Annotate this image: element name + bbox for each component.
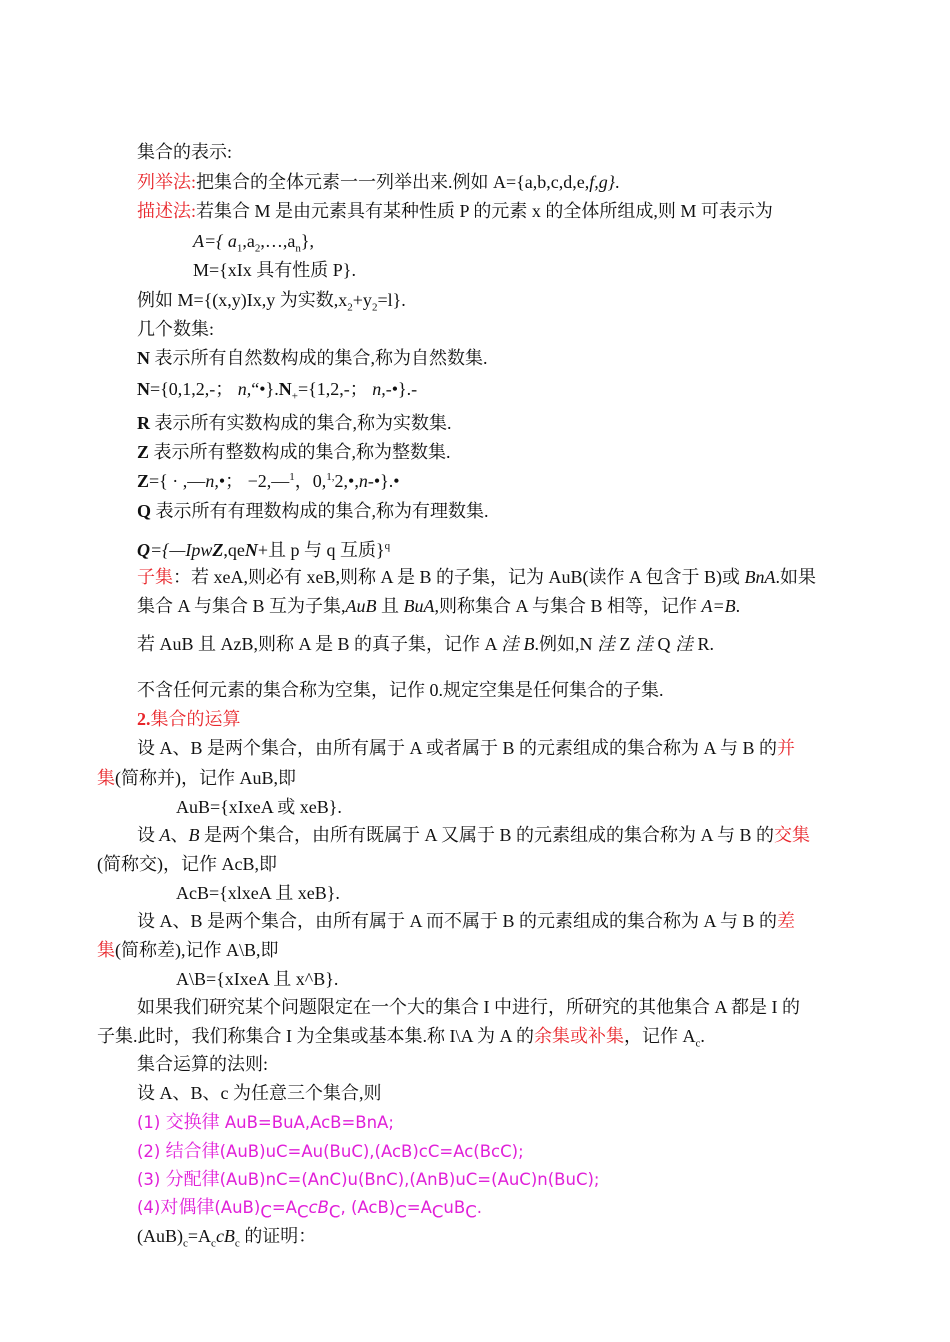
- line-l14: [137, 539, 390, 561]
- text-segment: 2: [347, 301, 353, 314]
- line-l13: [137, 500, 489, 522]
- text-segment: 表示所有实数构成的集合,称为实数集.: [150, 413, 452, 433]
- text-segment: N: [137, 379, 150, 399]
- text-segment: A\B={xIxeA 且 x^B}.: [176, 969, 339, 989]
- text-segment: 例如 M={(x,y)Ix,y 为实数,x: [137, 290, 348, 310]
- text-segment: n,: [205, 471, 219, 491]
- line-l31: [137, 1053, 268, 1075]
- line-l22: [176, 796, 342, 818]
- text-segment: (4): [137, 1198, 161, 1217]
- text-segment: 集: [97, 940, 115, 960]
- text-segment: 子集: [137, 567, 173, 587]
- line-l34: [137, 1140, 524, 1163]
- text-segment: 几个数集:: [137, 319, 215, 339]
- line-l28: [176, 968, 338, 990]
- text-segment: 分配律: [165, 1169, 220, 1189]
- line-l20: [137, 737, 795, 759]
- line-l17: [137, 633, 714, 655]
- text-segment: n: [295, 242, 301, 255]
- text-segment: 表示所有整数构成的集合,称为整数集.: [149, 442, 451, 462]
- text-segment: (1): [137, 1113, 166, 1132]
- text-segment: 洼: [635, 634, 654, 654]
- text-segment: 集合的表示:: [137, 142, 233, 162]
- line-l24: [97, 853, 277, 875]
- text-segment: 设: [137, 825, 160, 845]
- text-segment: c: [183, 1237, 188, 1250]
- text-segment: C: [431, 1202, 444, 1222]
- text-segment: 集合的运算: [150, 709, 241, 729]
- text-segment: +且 p 与 q 互质}: [257, 540, 385, 560]
- line-l8: [137, 347, 488, 369]
- text-segment: 描述法:: [137, 201, 197, 221]
- text-segment: cB: [215, 1226, 235, 1246]
- text-segment: -•}.•: [367, 471, 400, 491]
- text-segment: ：若 xeA,则必有 xeB,则称 A 是 B 的子集，记为 AuB(读作 A 包含于 B)或: [173, 567, 745, 587]
- line-l18: [137, 679, 664, 701]
- line-l9: [137, 378, 418, 403]
- text-segment: Z: [137, 442, 150, 462]
- text-segment: 如果我们研究某个问题限定在一个大的集合 I 中进行，所研究的其他集合 A 都是 I 的: [137, 997, 800, 1017]
- text-segment: C: [395, 1202, 407, 1222]
- text-segment: 、: [170, 825, 189, 845]
- text-segment: R.: [693, 634, 715, 654]
- text-segment: •； −2,—: [218, 471, 290, 491]
- text-segment: (2): [137, 1142, 166, 1161]
- text-segment: 集合运算的法则:: [137, 1054, 269, 1074]
- text-segment: ={—Ip: [150, 540, 201, 560]
- text-segment: N: [278, 379, 292, 399]
- text-segment: +: [291, 390, 298, 403]
- text-segment: 交换律: [165, 1112, 220, 1132]
- text-segment: Z: [212, 540, 224, 560]
- line-l23: [137, 824, 810, 846]
- text-segment: (AuB)uC=Au(BuC),(AcB)cC=Ac(BcC);: [219, 1142, 524, 1161]
- text-segment: 洼: [597, 634, 616, 654]
- text-segment: 表示所有有理数构成的集合,称为有理数集.: [151, 501, 489, 521]
- text-segment: C: [296, 1202, 309, 1222]
- line-l6: [137, 289, 406, 314]
- text-segment: M={xIx 具有性质 P}.: [193, 260, 356, 280]
- text-segment: n: [358, 471, 368, 491]
- text-segment: AuB=BuA,AcB=BnA;: [219, 1113, 394, 1132]
- text-segment: 的证明：: [239, 1226, 317, 1246]
- text-segment: 对偶律: [160, 1197, 215, 1217]
- text-segment: 并: [777, 738, 796, 758]
- text-segment: 子集.此时，我们称集合 I 为全集或基本集.称 I\A 为 A 的: [97, 1026, 534, 1046]
- text-segment: ，记作 A: [624, 1026, 696, 1046]
- text-segment: ,则称集合 A 与集合 B 相等，记作: [434, 596, 702, 616]
- text-segment: 且: [376, 596, 404, 616]
- text-segment: .: [614, 172, 620, 192]
- line-l19: [137, 708, 241, 730]
- text-segment: BnA: [744, 567, 776, 587]
- text-segment: 若 AuB 且 AzB,则称 A 是 B 的真子集，记作 A: [137, 634, 502, 654]
- text-segment: c: [211, 1237, 216, 1250]
- line-l35: [137, 1168, 599, 1191]
- text-segment: Q: [137, 501, 152, 521]
- text-segment: B: [188, 825, 200, 845]
- text-segment: 若集合 M 是由元素具有某种性质 P 的元素 x 的全体所组成,则 M 可表示为: [196, 201, 773, 221]
- text-segment: w: [200, 540, 213, 560]
- text-segment: ,a: [242, 231, 255, 251]
- text-segment: N: [244, 540, 258, 560]
- text-segment: AuB: [345, 596, 377, 616]
- text-segment: 2: [254, 242, 261, 255]
- text-segment: AcB={xlxeA 且 xeB}.: [176, 883, 340, 903]
- line-l12: [137, 470, 400, 492]
- text-segment: =A: [271, 1198, 297, 1217]
- line-l2: [137, 171, 619, 193]
- text-segment: ={0,1,2,-；: [150, 379, 234, 399]
- text-segment: C: [260, 1202, 272, 1222]
- text-segment: .例如,N: [534, 634, 598, 654]
- text-segment: Q: [653, 634, 676, 654]
- text-segment: 洼: [675, 634, 694, 654]
- text-segment: (3): [137, 1170, 166, 1189]
- text-segment: 列举法:: [137, 172, 197, 192]
- text-segment: (AuB): [137, 1226, 183, 1246]
- text-segment: (简称交)，记作 AcB,即: [97, 854, 277, 874]
- text-segment: 设 A、B 是两个集合，由所有属于 A 或者属于 B 的元素组成的集合称为 A 与 B 的: [137, 738, 778, 758]
- text-segment: f,g}: [589, 172, 615, 192]
- text-segment: A=B: [701, 596, 736, 616]
- text-segment: 差: [777, 911, 796, 931]
- text-segment: 洼 B: [501, 634, 535, 654]
- text-segment: 设 A、B 是两个集合，由所有属于 A 而不属于 B 的元素组成的集合称为 A 与 B 的: [137, 911, 778, 931]
- text-segment: 结合律: [165, 1141, 220, 1161]
- line-l3: [137, 200, 773, 222]
- text-segment: 不含任何元素的集合称为空集，记作 0.规定空集是任何集合的子集.: [137, 680, 664, 700]
- line-l30: [97, 1025, 705, 1050]
- text-segment: BuA: [403, 596, 435, 616]
- text-segment: 集合 A 与集合 B 互为子集,: [137, 596, 346, 616]
- line-l7: [137, 318, 214, 340]
- line-l16: [137, 595, 740, 617]
- text-segment: =l}.: [377, 290, 406, 310]
- text-segment: q: [384, 540, 391, 552]
- text-segment: Q: [137, 540, 150, 560]
- text-segment: , (AcB): [340, 1198, 396, 1217]
- line-l15: [137, 566, 816, 588]
- text-segment: 集: [97, 768, 115, 788]
- line-l25: [176, 882, 340, 904]
- text-segment: 1: [236, 242, 243, 255]
- text-segment: uB: [443, 1198, 466, 1217]
- text-segment: 表示所有自然数构成的集合,称为自然数集.: [150, 348, 488, 368]
- text-segment: 交集: [774, 825, 811, 845]
- text-segment: 2: [371, 301, 378, 314]
- text-segment: 1,: [326, 471, 335, 483]
- text-segment: A={ a: [193, 231, 237, 251]
- line-l36: [137, 1196, 482, 1222]
- line-l11: [137, 441, 451, 463]
- line-l4: [193, 230, 314, 255]
- text-segment: Z: [615, 634, 636, 654]
- line-l37: [137, 1225, 317, 1250]
- text-segment: .如果: [775, 567, 816, 587]
- line-l29: [137, 996, 800, 1018]
- text-segment: 是两个集合，由所有既属于 A 又属于 B 的元素组成的集合称为 A 与 B 的: [199, 825, 775, 845]
- text-segment: ，0,: [294, 471, 327, 491]
- text-segment: C: [328, 1202, 341, 1222]
- text-segment: =A: [406, 1198, 432, 1217]
- text-segment: Z: [137, 471, 150, 491]
- text-segment: c: [234, 1237, 240, 1250]
- text-segment: 2.: [137, 709, 151, 729]
- text-segment: 余集或补集: [534, 1026, 624, 1046]
- text-segment: .: [476, 1198, 482, 1217]
- text-segment: n,: [367, 379, 386, 399]
- text-segment: R: [137, 413, 150, 433]
- text-segment: +y: [352, 290, 372, 310]
- text-segment: (简称差),记作 A\B,即: [115, 940, 279, 960]
- text-segment: =A: [187, 1226, 212, 1246]
- text-segment: -•}.-: [385, 379, 418, 399]
- text-segment: 1: [289, 471, 295, 483]
- text-segment: AuB={xIxeA 或 xeB}.: [176, 797, 342, 817]
- text-segment: ={1,2,-；: [297, 379, 368, 399]
- text-segment: A: [159, 825, 171, 845]
- text-segment: N: [137, 348, 150, 368]
- text-segment: cB: [308, 1198, 329, 1217]
- line-l33: [137, 1111, 394, 1134]
- text-segment: ={ · ,—: [149, 471, 206, 491]
- text-segment: 把集合的全体元素一一列举出来.例如 A={a,b,c,d,e,: [196, 172, 590, 192]
- text-segment: 设 A、B、c 为任意三个集合,则: [137, 1083, 382, 1103]
- line-l10: [137, 412, 452, 434]
- line-l1: [137, 141, 232, 163]
- text-segment: (AuB)nC=(AnC)u(BnC),(AnB)uC=(AuC)n(BuC);: [219, 1170, 600, 1189]
- text-segment: n,: [233, 379, 252, 399]
- text-segment: ,qe: [223, 540, 245, 560]
- line-l27: [97, 939, 279, 961]
- text-segment: .: [735, 596, 741, 616]
- text-segment: ,…,a: [260, 231, 296, 251]
- text-segment: .: [700, 1026, 705, 1046]
- text-segment: C: [465, 1202, 477, 1222]
- line-l21: [97, 767, 296, 789]
- text-segment: “•}.: [251, 379, 279, 399]
- line-l5: [193, 259, 356, 281]
- text-segment: c: [695, 1037, 701, 1050]
- text-segment: (简称并)，记作 AuB,即: [115, 768, 296, 788]
- text-segment: },: [300, 231, 314, 251]
- line-l32: [137, 1082, 382, 1104]
- line-l26: [137, 910, 795, 932]
- text-segment: (AuB): [214, 1198, 261, 1217]
- text-segment: 2,•,: [334, 471, 359, 491]
